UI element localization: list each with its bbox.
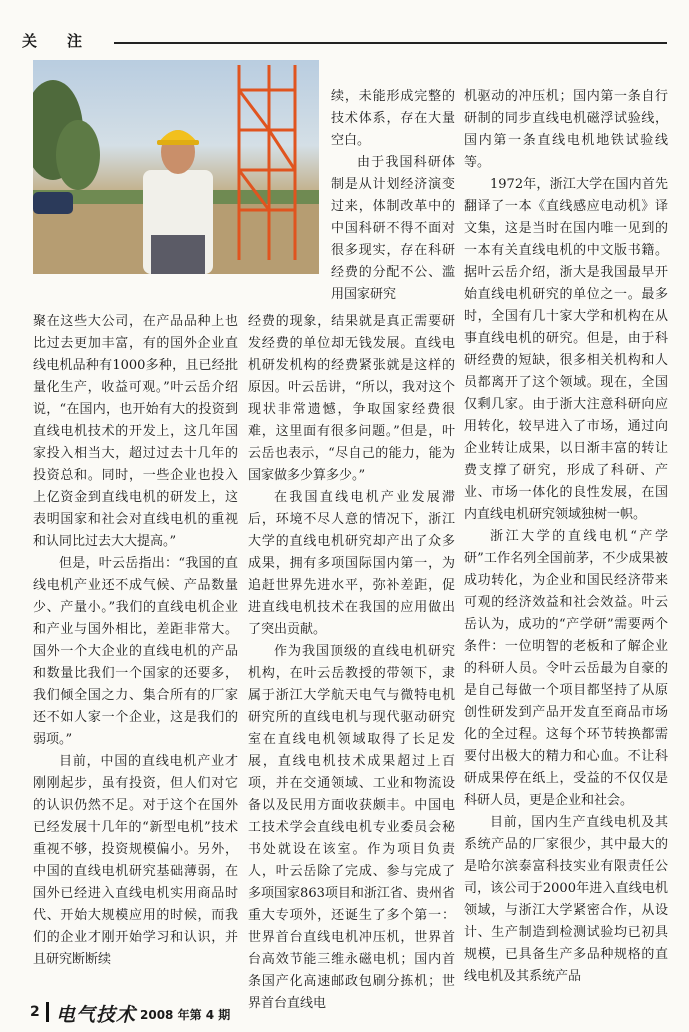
- paragraph: 目前，中国的直线电机产业才刚刚起步，虽有投资，但人们对它的认识仍然不足。对于这个在国外已经发展十几年的“新型电机”技术重视不够，投资规模偏小。另外，中国的直线电机研究基础薄弱，在国外已经进入直线电机实用商品时代、开始大规模应用的时候，而我们的企业才刚开始学习和认识，并且研究断断续: [33, 754, 238, 967]
- paragraph: 在我国直线电机产业发展滞后，环境不尽人意的情况下，浙江大学的直线电机研究却产出了众多成果，拥有多项国际国内第一，为追赶世界先进水平，弥补差距，促进直线电机技术在我国的应用做出了突出贡献。: [248, 490, 455, 637]
- page-footer: [30, 1000, 330, 1024]
- paragraph: 但是，叶云岳指出：“我国的直线电机产业还不成气候、产品数量少、产量小。”我们的直线电机企业和产业与国外相比，差距非常大。国外一个大企业的直线电机的产品和数量比我们一个国家的还要多，我们倾全国之力、集合所有的厂家还不如人家一个企业，这是我们的弱项。”: [33, 556, 238, 747]
- section-header: [22, 30, 667, 52]
- article-photo: [33, 60, 319, 274]
- paragraph: 目前，国内生产直线电机及其系统产品的厂家很少，其中最大的是哈尔滨泰富科技实业有限责任公司，该公司于2000年进入直线电机领域，与浙江大学紧密合作，从设计、生产制造到检测试验均已初具规模，已具备生产多品种规格的直线电机及其系统产品: [464, 815, 668, 984]
- column-3: [464, 86, 668, 988]
- journal-name: 电气技术: [56, 1004, 137, 1026]
- paragraph: 1972年，浙江大学在国内首先翻译了一本《直线感应电动机》译文集，这是当时在国内唯一见到的一本有关直线电机的中文版书籍。据叶云岳介绍，浙大是我国最早开始直线电机研究的单位之一。最多时，全国有几十家大学和机构在从事直线电机的研究。但是，由于科研经费的短缺，很多相关机构和人员都离开了这个领域。现在，全国仅剩几家。由于浙大注意科研向应用转化，较早进入了市场，通过向企业转让成果，以日渐丰富的转让费支撑了研究，形成了科研、产业、市场一体化的良性发展，在国内直线电机研究领域独树一帜。: [464, 177, 668, 522]
- paragraph: 由于我国科研体制是从计划经济演变过来，体制改革中的中国科研不得不面对很多现实，存在科研经费的分配不公、滥用国家研究: [331, 155, 455, 302]
- column-2-top: [331, 86, 455, 306]
- header-rule: [114, 42, 667, 44]
- paragraph: 作为我国顶级的直线电机研究机构，在叶云岳教授的带领下，隶属于浙江大学航天电气与微特电机研究所的直线电机与现代驱动研究室在直线电机领域取得了长足发展，直线电机技术成果超过上百项，并在交通领域、工业和物流设备以及民用方面收获颇丰。中国电工技术学会直线电机专业委员会秘书处就设在该室。作为项目负责人，叶云岳除了完成、参与完成了多项国家863项目和浙江省、贵州省重大专项外，还诞生了多个第一：世界首台直线电机冲压机，世界首台高效节能三维永磁电机；国内首条国产化高速邮政包刷分拣机；世界首台直线电: [248, 644, 455, 1011]
- paragraph: 续，未能形成完整的技术体系，存在大量空白。: [331, 89, 455, 148]
- paragraph: 经费的现象，结果就是真正需要研发经费的单位却无钱发展。直线电机研发机构的经费紧张就是这样的原因。叶云岳讲，“所以，我对这个现状非常遗憾，争取国家经费很难，这里面有很多问题。”但是，叶云岳也表示，“尽自己的能力，能为国家做多少算多少。”: [248, 314, 455, 483]
- section-title: 关注: [22, 32, 113, 50]
- page-number: 2: [30, 1004, 40, 1020]
- column-1: [33, 311, 238, 971]
- issue-label: 2008 年第 4 期: [140, 1008, 231, 1022]
- paragraph: 聚在这些大公司，在产品品种上也比过去更加丰富，有的国外企业直线电机品种有1000多种，且已经批量化生产，收益可观。”叶云岳介绍说，“在国内，也开始有大的投资到直线电机技术的开发上，这几年国家投入相当大，超过过去十几年的投资总和。同时，一些企业也投入上亿资金到直线电机的研发上，这表明国家和社会对直线电机的重视和认同比过去大大提高。”: [33, 314, 238, 549]
- paragraph: 机驱动的冲压机；国内第一条自行研制的同步直线电机磁浮试验线，国内第一条直线电机地铁试验线等。: [464, 89, 668, 170]
- column-2: [248, 311, 455, 1015]
- paragraph: 浙江大学的直线电机“产学研”工作名列全国前茅，不少成果被成功转化，为企业和国民经济带来可观的经济效益和社会效益。叶云岳认为，成功的“产学研”需要两个条件：一位明智的老板和了解企业的科研人员。令叶云岳最为自豪的是自己每做一个项目都坚持了从原创性研发到产品开发直至商品市场化的全过程。这每个环节转换都需要付出极大的精力和心血。不让科研成果停在纸上，受益的不仅仅是科研人员，更是企业和社会。: [464, 529, 668, 808]
- footer-divider: [46, 1002, 49, 1022]
- photo-illustration: [33, 60, 319, 274]
